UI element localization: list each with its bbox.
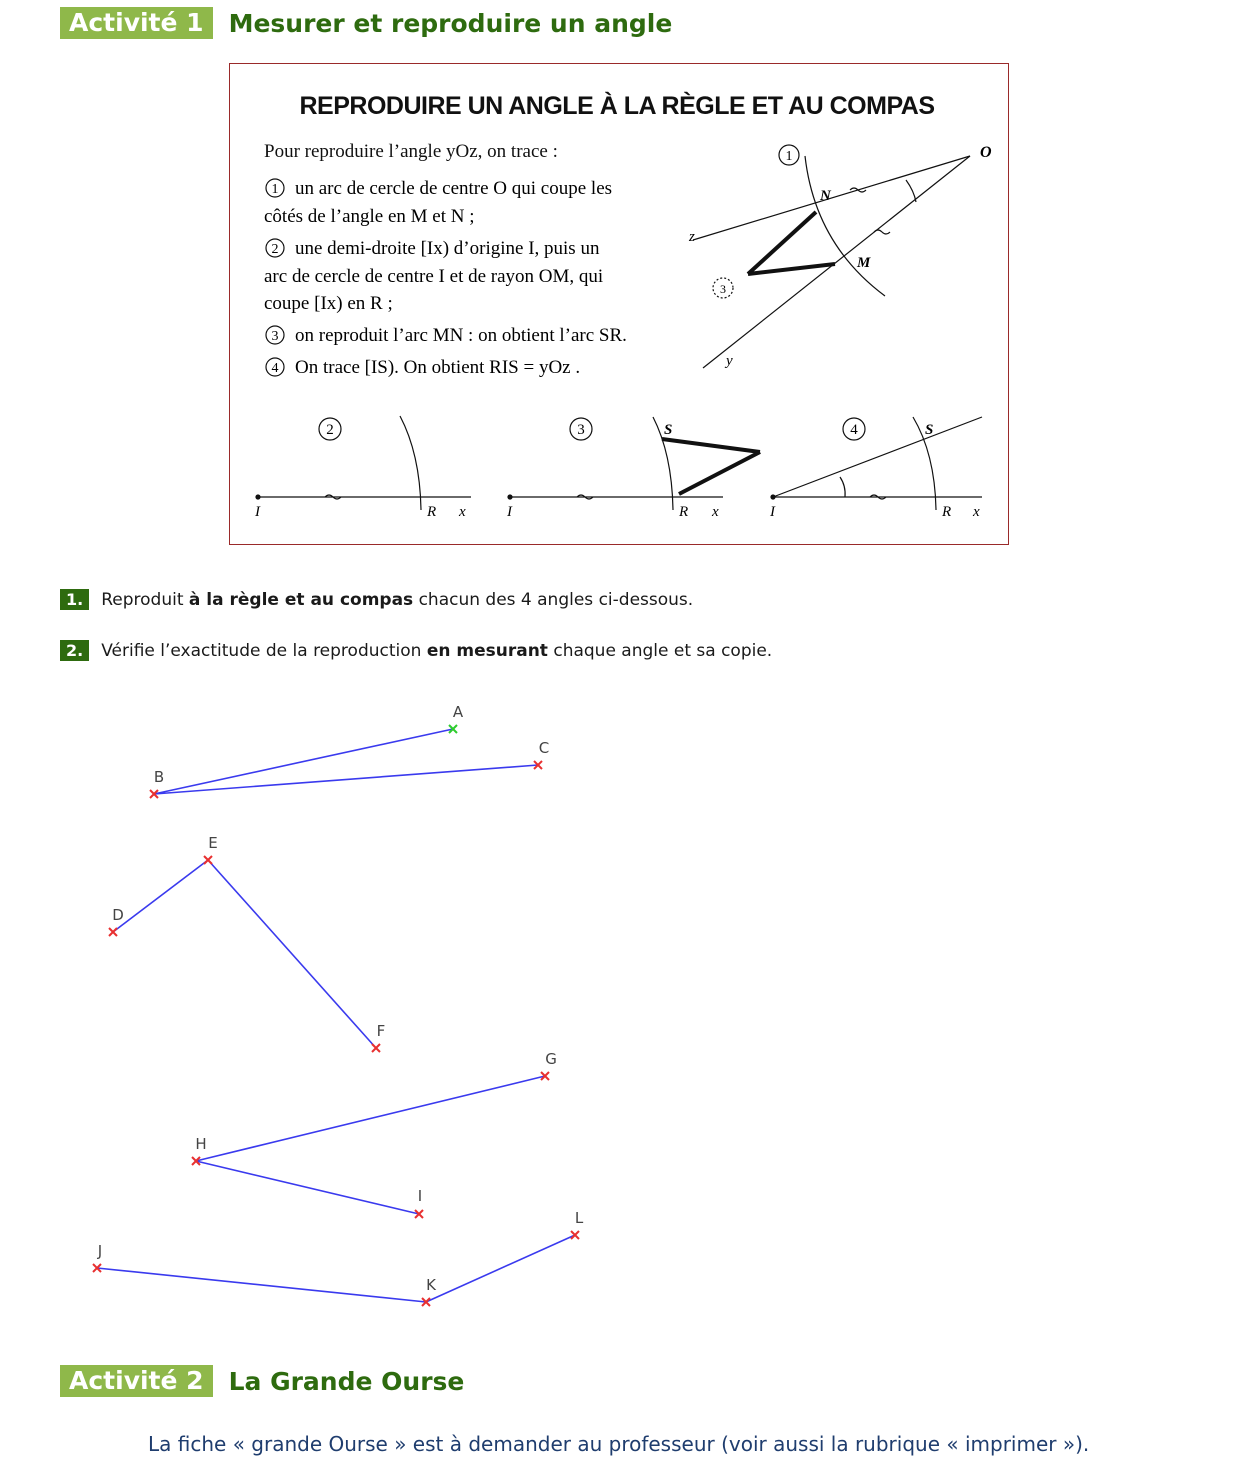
point-c bbox=[534, 739, 549, 769]
step-2-line-3: coupe [Ix) en R ; bbox=[264, 293, 393, 314]
mini-figure-4 bbox=[771, 417, 982, 510]
point-label-j: J bbox=[97, 1242, 103, 1260]
step-1-line-1: un arc de cercle de centre O qui coupe les bbox=[295, 178, 613, 199]
question-1 bbox=[60, 589, 693, 610]
question-1-number: 1. bbox=[60, 589, 89, 610]
question-1-text bbox=[101, 590, 693, 610]
method-box bbox=[229, 63, 1009, 545]
point-a bbox=[449, 703, 464, 733]
step-2-line-2: arc de cercle de centre I et de rayon OM, qui bbox=[264, 266, 604, 287]
mini-3-number: 3 bbox=[577, 422, 585, 438]
point-label-b: B bbox=[153, 768, 165, 786]
activity-2-header bbox=[60, 1365, 464, 1397]
question-2-text bbox=[101, 641, 772, 661]
tick-mark-om bbox=[874, 230, 890, 234]
step-4-line-1: On trace [IS). On obtient RIS = yOz . bbox=[295, 357, 581, 378]
activity-1-badge: Activité 1 bbox=[60, 7, 213, 39]
angle-arc-o bbox=[906, 180, 916, 202]
question-2-text-start: Vérifie l’exactitude de la reproduction bbox=[101, 640, 427, 661]
question-2 bbox=[60, 640, 772, 661]
method-box-title: REPRODUIRE UN ANGLE À LA RÈGLE ET AU COMPAS bbox=[299, 92, 935, 120]
point-g bbox=[541, 1050, 557, 1080]
method-intro: Pour reproduire l’angle yOz, on trace : bbox=[264, 141, 558, 162]
step-1-number: 1 bbox=[271, 182, 279, 197]
mini-3-label-r: R bbox=[679, 504, 689, 520]
step-2-number: 2 bbox=[271, 242, 279, 257]
question-1-text-end: chacun des 4 angles ci-dessous. bbox=[413, 589, 694, 610]
step-2 bbox=[264, 238, 603, 314]
question-2-text-end: chaque angle et sa copie. bbox=[547, 640, 773, 661]
point-label-g: G bbox=[545, 1050, 557, 1068]
segment-kl bbox=[426, 1235, 575, 1302]
point-label-i: I bbox=[417, 1187, 423, 1205]
segment-bc bbox=[154, 765, 538, 794]
activity-1-title: Mesurer et reproduire un angle bbox=[228, 8, 673, 38]
arc-mn bbox=[805, 156, 885, 296]
point-label-l: L bbox=[574, 1209, 584, 1227]
question-1-text-start: Reproduit bbox=[101, 589, 189, 610]
point-label-f: F bbox=[376, 1022, 386, 1040]
segment-ef bbox=[208, 860, 376, 1048]
point-label-d: D bbox=[112, 906, 124, 924]
label-y: y bbox=[726, 353, 733, 369]
mini-3-label-i: I bbox=[507, 504, 512, 520]
mini-figure-2 bbox=[256, 416, 471, 510]
mini-4-number: 4 bbox=[850, 422, 858, 438]
mini-2-arc bbox=[400, 416, 421, 510]
segment-ab bbox=[154, 729, 453, 794]
question-2-emphasis: en mesurant bbox=[426, 640, 548, 661]
segment-gh bbox=[196, 1076, 545, 1161]
step-3 bbox=[266, 325, 627, 346]
mini-2-number: 2 bbox=[326, 422, 334, 438]
point-label-h: H bbox=[195, 1135, 207, 1153]
point-label-c: C bbox=[538, 739, 550, 757]
segment-de bbox=[113, 860, 208, 932]
marker-1-number: 1 bbox=[785, 149, 793, 164]
activity-2-note: La fiche « grande Ourse » est à demander au professeur (voir aussi la rubrique « imprimer »). bbox=[148, 1432, 1090, 1456]
label-z: z bbox=[689, 229, 695, 245]
activity-2-badge: Activité 2 bbox=[60, 1365, 213, 1397]
point-k bbox=[422, 1276, 437, 1306]
mini-2-label-x: x bbox=[459, 504, 466, 520]
marker-3-number: 3 bbox=[720, 282, 726, 296]
angles-figure bbox=[0, 690, 620, 1330]
point-e bbox=[204, 834, 218, 864]
compass-arm-2 bbox=[748, 264, 835, 274]
mini-3-label-x: x bbox=[712, 504, 719, 520]
mini-figure-3 bbox=[508, 417, 760, 510]
mini-2-label-i: I bbox=[255, 504, 260, 520]
question-2-number: 2. bbox=[60, 640, 89, 661]
step-3-number: 3 bbox=[271, 329, 279, 344]
method-box-canvas bbox=[230, 64, 1007, 543]
point-label-e: E bbox=[208, 834, 218, 852]
mini-4-label-i: I bbox=[770, 504, 775, 520]
label-m: M bbox=[857, 255, 871, 271]
point-j bbox=[93, 1242, 102, 1272]
step-4 bbox=[266, 357, 580, 378]
point-d bbox=[109, 906, 124, 936]
mini-4-label-s: S bbox=[925, 422, 934, 438]
step-2-line-1: une demi-droite [Ix) d’origine I, puis un bbox=[295, 238, 600, 259]
ray-oz bbox=[693, 156, 970, 240]
step-4-number: 4 bbox=[271, 361, 279, 376]
segment-hi bbox=[196, 1161, 419, 1214]
ray-oy bbox=[703, 156, 970, 368]
step-1 bbox=[264, 178, 612, 227]
angle-segments bbox=[97, 729, 575, 1302]
compass-arm-1 bbox=[748, 212, 816, 274]
main-angle-figure bbox=[693, 145, 970, 368]
mini-2-label-r: R bbox=[427, 504, 437, 520]
segment-jk bbox=[97, 1268, 426, 1302]
point-l bbox=[571, 1209, 584, 1239]
mini-3-label-s: S bbox=[664, 422, 673, 438]
point-label-k: K bbox=[426, 1276, 436, 1294]
mini-4-label-x: x bbox=[973, 504, 980, 520]
activity-2-title: La Grande Ourse bbox=[228, 1366, 465, 1396]
step-3-line-1: on reproduit l’arc MN : on obtient l’arc SR. bbox=[295, 325, 627, 346]
label-o: O bbox=[980, 144, 992, 161]
step-1-line-2: côtés de l’angle en M et N ; bbox=[264, 206, 475, 227]
question-1-emphasis: à la règle et au compas bbox=[188, 589, 414, 610]
mini-4-label-r: R bbox=[942, 504, 952, 520]
point-f bbox=[372, 1022, 385, 1052]
activity-1-header bbox=[60, 7, 672, 39]
label-n: N bbox=[820, 188, 831, 204]
point-label-a: A bbox=[452, 703, 464, 721]
